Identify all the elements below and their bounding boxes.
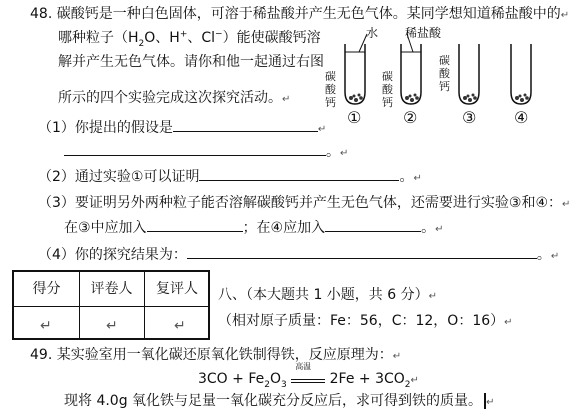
header-grader: 评卷人 [90,281,133,297]
answer-blank-hypothesis[interactable] [173,118,318,132]
header-score: 得分 [32,281,61,297]
q49-line3: 现将 4.0g 氧化铁与足量一氧化碳充分反应后，求可得到铁的质量。 ↵ [64,393,495,409]
q48-stem-1: 碳酸钙是一种白色固体，可溶于稀盐酸并产生无色气体。某同学想知道稀盐酸中的 [56,6,561,22]
superscript: + [179,29,188,40]
atomic-masses: （相对原子质量：Fe：56，C：12，O：16）↵ [218,313,513,329]
cell-mark: ↵ [40,318,52,334]
question-number: 48. [30,6,53,22]
text: （4）你的探究结果为： [38,247,187,263]
label-caco3-3: 碳酸钙 [439,54,450,93]
text: O、H [144,30,180,46]
text: （1）你提出的假设是 [38,120,173,136]
answer-blank-result[interactable] [187,245,537,259]
label-caco3-2: 碳酸钙 [382,70,393,109]
tube-number-4: ④ [514,108,529,127]
text: 49. 某实验室用一氧化碳还原氧化铁制得铁，反应原理为： [30,347,393,363]
text: 3CO + Fe [198,371,265,387]
q49-line1: 49. 某实验室用一氧化碳还原氧化铁制得铁，反应原理为：↵ [30,347,402,363]
text: 哪种粒子（H [58,30,139,46]
subscript: 3 [281,379,287,390]
q48-sub3a: （3）要证明另外两种粒子能否溶解碳酸钙并产生无色气体，还需要进行实验③和④：↵ [38,195,570,211]
text: 、Cl [187,30,216,46]
q48-line3: 解并产生无色气体。请你和他一起通过右图 [58,54,324,70]
tube-number-2: ② [403,108,418,127]
answer-blank-exp4[interactable] [325,218,421,232]
answer-blank-hypothesis-cont[interactable] [64,142,326,156]
subscript: 2 [404,379,411,390]
text: O [269,371,281,387]
table-divider [14,306,208,307]
tube-number-3: ③ [462,108,477,127]
text: 。 [399,169,414,185]
text: 2Fe + 3CO [329,371,405,387]
subscript: 2 [264,379,270,390]
text: 。 [536,247,551,263]
q49-equation: $3CO + Fe_2O_3$ 高温 $2Fe + 3CO_2↵$ [198,362,419,390]
q48-sub1-cont: 。↵ [64,142,348,163]
text: 现将 4.0g 氧化铁与足量一氧化碳充分反应后，求可得到铁的质量。 [64,393,483,409]
q48-line4: 所示的四个实验完成这次探究活动。↵ [58,90,291,106]
reaction-condition: 高温 [295,362,312,371]
reaction-arrow [291,362,325,383]
q48-sub2: （2）通过实验①可以证明 。↵ [38,169,422,185]
label-caco3-1: 碳酸钙 [325,70,336,109]
equals-bar [291,379,325,383]
text: 。 [421,220,436,236]
header-reviewer: 复评人 [156,281,198,297]
q48-line1: 48. 碳酸钙是一种白色固体，可溶于稀盐酸并产生无色气体。某同学想知道稀盐酸中的↵ [30,6,570,22]
q48-sub3b: 在③中应加入 ；在④应加入 。↵ [64,220,444,236]
text: （3）要证明另外两种粒子能否溶解碳酸钙并产生无色气体，还需要进行实验③和④： [38,195,563,211]
text: 在③中应加入 [64,220,147,236]
section-8-title: 八、（本大题共 1 小题，共 6 分）↵ [218,287,438,303]
q48-sub4: （4）你的探究结果为： 。↵ [38,247,560,263]
text: （相对原子质量：Fe：56，C：12，O：16） [218,313,505,329]
text: ；在④应加入 [242,220,326,236]
grade-table [12,270,210,340]
q48-line2 [58,29,321,47]
cell-mark: ↵ [174,318,186,334]
text: （2）通过实验①可以证明 [38,169,200,185]
label-water: 水 [366,26,379,40]
text: 。 [326,144,340,160]
q48-sub1: （1）你提出的假设是 ↵ [38,120,327,136]
subscript: 2 [138,38,145,49]
superscript: − [215,29,223,40]
label-hydrochloric-acid: 稀盐酸 [405,26,442,40]
text: 八、（本大题共 1 小题，共 6 分） [218,287,429,303]
text: 所示的四个实验完成这次探究活动。 [58,90,282,106]
cell-mark: ↵ [106,318,118,334]
answer-blank-exp3[interactable] [147,218,243,232]
answer-blank-exp1[interactable] [199,167,399,181]
tube-number-1: ① [347,108,362,127]
text: ）能使碳酸钙溶 [222,30,321,46]
